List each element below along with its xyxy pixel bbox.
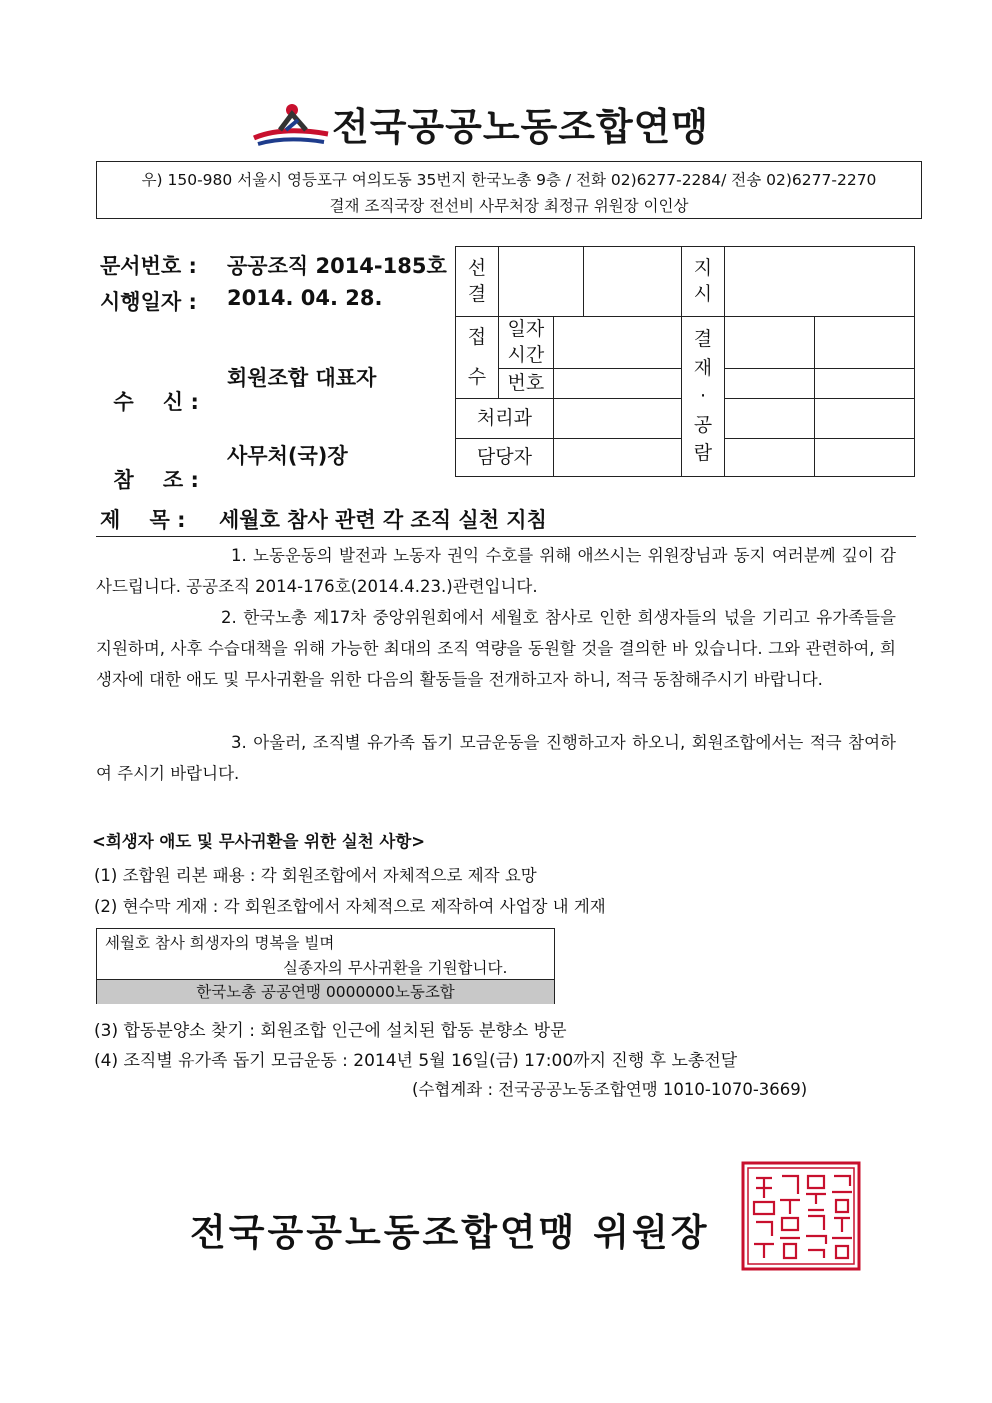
official-seal-icon — [740, 1160, 862, 1272]
seongyeol-blank-2[interactable] — [583, 247, 681, 317]
cheorigwa-blank[interactable] — [553, 399, 681, 439]
sign-box-3[interactable] — [725, 369, 815, 399]
signature-text: 전국공공노동조합연맹 위원장 — [190, 1211, 710, 1254]
body-paragraph-1: 1. 노동운동의 발전과 노동자 권익 수호를 위해 애쓰시는 위원장님과 동지 여러분께 깊이 감사드립니다. 공공조직 2014-176호(2014.4.23.)관련입니다. — [96, 546, 896, 596]
date-value: 2014. 04. 28. — [227, 286, 383, 310]
address-line: 우) 150-980 서울시 영등포구 여의도동 35번지 한국노총 9층 / 전화 02)6277-2284/ 전송 02)6277-2270 — [141, 171, 877, 189]
action-item-1: (1) 조합원 리본 패용 : 각 회원조합에서 자체적으로 제작 요망 — [94, 866, 537, 885]
date-label: 시행일자 : — [100, 290, 197, 314]
sign-box-2[interactable] — [815, 317, 915, 369]
jeopsu-cell — [456, 317, 499, 399]
action-item-4: (4) 조직별 유가족 돕기 모금운동 : 2014년 5월 16일(금) 17:00까지 진행 후 노총전달 — [94, 1051, 738, 1071]
banner-sample — [96, 928, 555, 1004]
subject-text: 세월호 참사 관련 각 조직 실천 지침 — [219, 508, 547, 532]
recipient-label: 수 신 : — [113, 390, 199, 414]
action-item-3: (3) 합동분양소 찾기 : 회원조합 인근에 설치된 합동 분향소 방문 — [94, 1021, 567, 1041]
reference-label: 참 조 : — [113, 468, 199, 492]
bank-account: (수협계좌 : 전국공공노동조합연맹 1010-1070-3669) — [412, 1080, 808, 1099]
letterhead — [0, 92, 992, 162]
sign-box-5[interactable] — [725, 399, 815, 439]
approval-line: 결재 조직국장 전선비 사무처장 최정규 위원장 이인상 — [329, 197, 689, 215]
doc-number-row — [100, 250, 197, 280]
actions-heading: <희생자 애도 및 무사귀환을 위한 실천 사항> — [92, 832, 426, 851]
address-box — [96, 161, 922, 219]
damdangja-blank[interactable] — [553, 439, 681, 477]
banner-line-2: 실종자의 무사귀환을 기원합니다. — [283, 959, 508, 977]
sign-box-4[interactable] — [815, 369, 915, 399]
body-paragraph-3: 3. 아울러, 조직별 유가족 돕기 모금운동을 진행하고자 하오니, 회원조합에서는 적극 참여하여 주시기 바랍니다. — [96, 733, 896, 783]
jeop-label: 접 — [467, 326, 487, 348]
sign-box-1[interactable] — [725, 317, 815, 369]
approval-table — [455, 246, 915, 477]
ilja-sigan-cell: 일자 시간 — [498, 317, 553, 369]
reference-value: 사무처(국)장 — [227, 444, 348, 468]
reference-row — [100, 440, 199, 494]
damdangja-cell: 담당자 — [456, 439, 554, 477]
seongyeol-cell: 선 결 — [456, 247, 499, 317]
jisi-cell: 지 시 — [681, 247, 725, 317]
beonho-cell: 번호 — [498, 369, 553, 399]
recipient-value: 회원조합 대표자 — [227, 366, 377, 390]
union-logo-icon — [252, 100, 330, 150]
recipient-row — [100, 362, 199, 416]
cheorigwa-cell: 처리과 — [456, 399, 554, 439]
subject-row — [96, 504, 916, 537]
doc-number-value: 공공조직 2014-185호 — [227, 254, 447, 278]
date-row — [100, 286, 197, 316]
subject-label: 제 목 : — [100, 508, 186, 532]
su-label: 수 — [467, 365, 487, 388]
sign-box-6[interactable] — [815, 399, 915, 439]
gyeoljae-gongnam-cell: 결 재 · 공 람 — [681, 317, 725, 477]
banner-footer: 한국노총 공공연맹 0000000노동조합 — [97, 979, 554, 1004]
sign-box-7[interactable] — [725, 439, 815, 477]
sign-box-8[interactable] — [815, 439, 915, 477]
seongyeol-blank-1[interactable] — [498, 247, 583, 317]
org-title: 전국공공노동조합연맹 — [332, 105, 710, 149]
beonho-blank[interactable] — [553, 369, 681, 399]
jisi-blank[interactable] — [725, 247, 915, 317]
doc-number-label: 문서번호 : — [100, 254, 197, 278]
ilja-sigan-blank[interactable] — [553, 317, 681, 369]
body-paragraph-2: 2. 한국노총 제17차 중앙위원회에서 세월호 참사로 인한 희생자들의 넋을 기리고 유가족들을 지원하며, 사후 수습대책을 위해 가능한 최대의 조직 역량을 동원할 것을 결의한 바 있습니다. 그와 관련하여, 희생자에 대한 애도 및 무사귀환을 위한 다음의 활동들을 전개하고자 하니, 적극 동참해주시기 바랍니다. — [96, 608, 896, 689]
action-item-2: (2) 현수막 게재 : 각 회원조합에서 자체적으로 제작하여 사업장 내 게재 — [94, 897, 606, 916]
banner-line-1: 세월호 참사 희생자의 명복을 빌며 — [105, 934, 335, 952]
